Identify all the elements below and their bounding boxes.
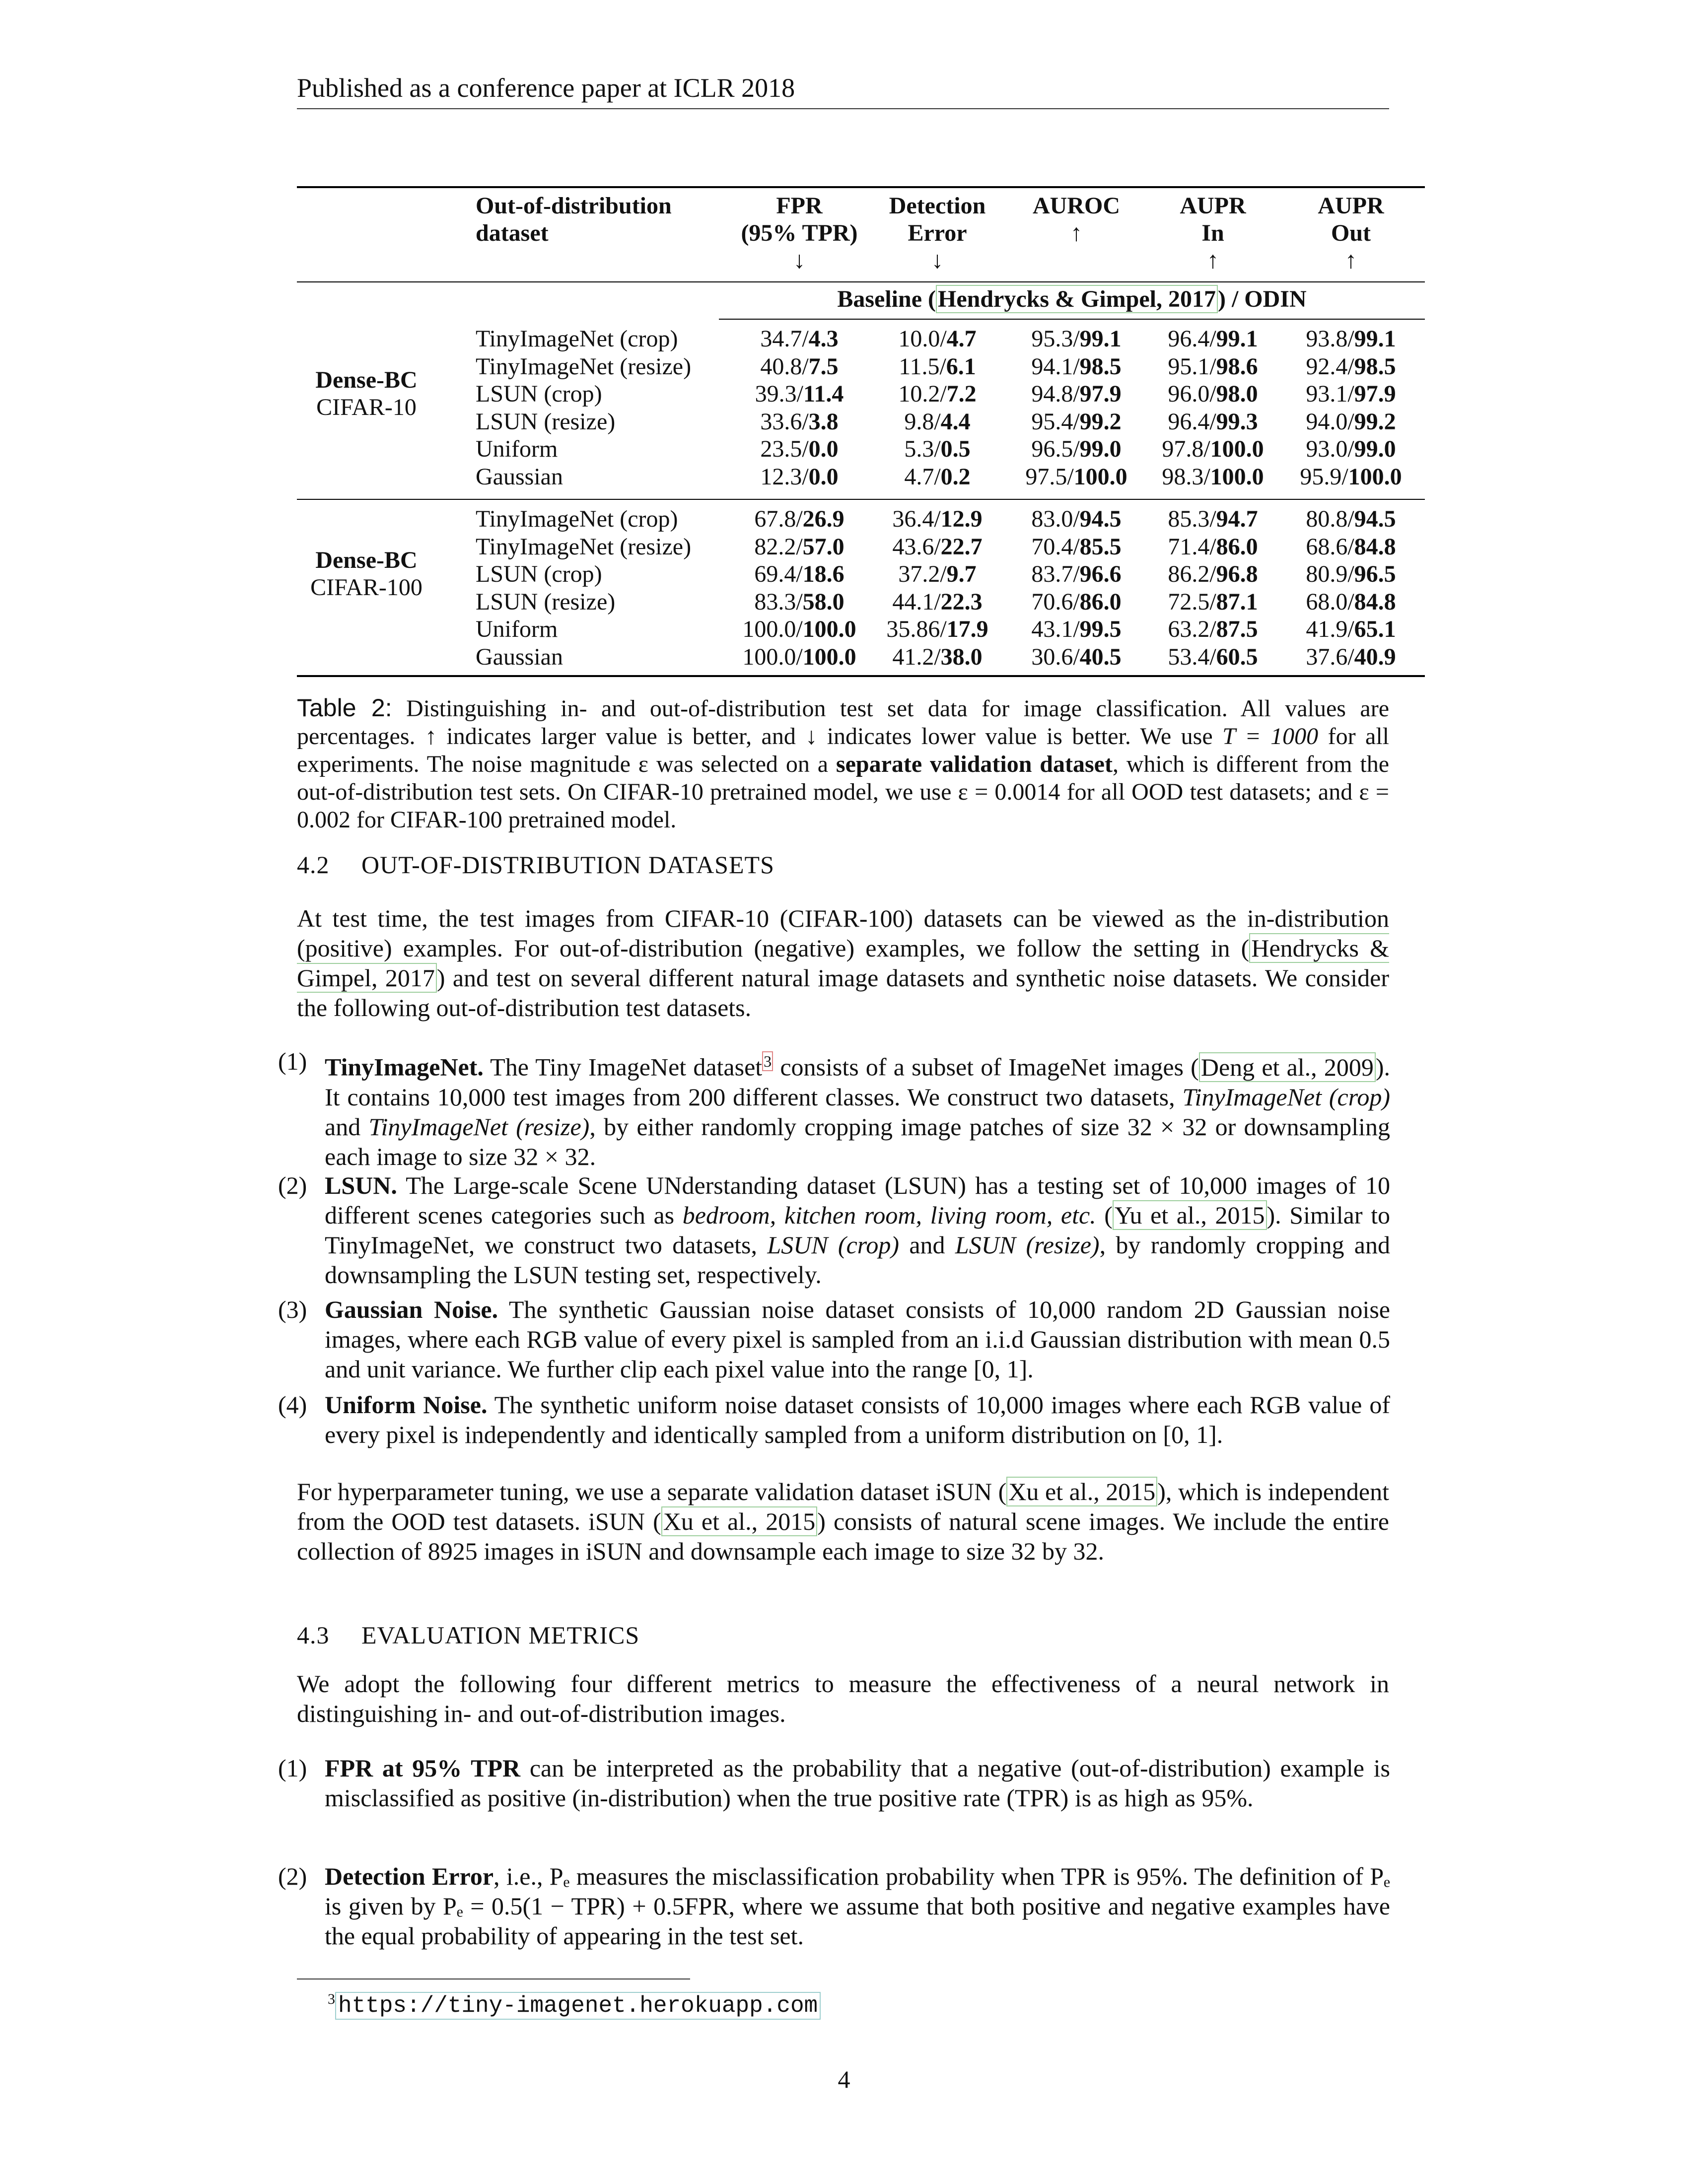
table-cell: 96.4/99.1	[1168, 326, 1258, 352]
table-cell: 97.8/100.0	[1162, 436, 1264, 462]
table-cell: 36.4/12.9	[892, 506, 983, 532]
table-cell: 83.7/96.6	[1031, 561, 1122, 587]
table-row-dataset: LSUN (crop)	[476, 561, 602, 587]
table-cell: 33.6/3.8	[760, 408, 839, 435]
table-cell: 83.3/58.0	[754, 588, 844, 615]
table-cell: 72.5/87.1	[1168, 588, 1258, 615]
table-cell: 10.2/7.2	[898, 381, 977, 407]
table-cell: 69.4/18.6	[754, 561, 844, 587]
table-cell: 100.0/100.0	[742, 643, 856, 670]
table-cell: 34.7/4.3	[760, 326, 839, 352]
citation-link[interactable]: Hendrycks & Gimpel, 2017	[297, 934, 1389, 992]
table-cell: 94.0/99.2	[1306, 408, 1396, 435]
table-cell: 93.1/97.9	[1306, 381, 1396, 407]
paragraph-ood-intro: At test time, the test images from CIFAR-10 (CIFAR-100) datasets can be viewed as the in-distribution (positive) examples. For out-of-distribution (negative) examples, we follow the setting in (Hendrycks & Gimpel, 2017) and test on several different natural image datasets and synthetic noise datasets. We consider the following out-of-distribution test datasets.	[297, 904, 1389, 1022]
table-cell: 11.5/6.1	[899, 353, 976, 380]
table-row-dataset: TinyImageNet (crop)	[476, 506, 678, 532]
table-cell: 80.8/94.5	[1306, 506, 1396, 532]
running-header: Published as a conference paper at ICLR 2018	[297, 70, 1389, 109]
table-cell: 43.6/22.7	[892, 533, 983, 560]
table-cell: 39.3/11.4	[755, 381, 844, 407]
model-label: Dense-BC CIFAR-10	[315, 367, 418, 421]
citation-link[interactable]: Deng et al., 2009	[1199, 1052, 1376, 1082]
column-header: AUROC ↑	[1033, 193, 1120, 246]
table-cell: 95.3/99.1	[1031, 326, 1122, 352]
table-cell: 92.4/98.5	[1306, 353, 1396, 380]
caption-label: Table 2:	[297, 694, 392, 722]
table-cell: 41.2/38.0	[892, 643, 983, 670]
table-cell: 23.5/0.0	[760, 436, 839, 462]
table-cell: 44.1/22.3	[892, 588, 983, 615]
table-row-dataset: TinyImageNet (crop)	[476, 326, 678, 352]
table-cell: 41.9/65.1	[1306, 616, 1396, 642]
table-cell: 30.6/40.5	[1031, 643, 1122, 670]
column-header: Detection Error ↓	[889, 193, 986, 273]
table-cell: 53.4/60.5	[1168, 643, 1258, 670]
paragraph-hyperparameter: For hyperparameter tuning, we use a separate validation dataset iSUN (Xu et al., 2015), which is independent from the OOD test datasets. iSUN (Xu et al., 2015) consists of natural scene images. We include the entire collection of 8925 images in iSUN and downsample each image to size 32 by 32.	[297, 1478, 1389, 1565]
list-item-lsun: (2) LSUN. The Large-scale Scene UNderstanding dataset (LSUN) has a testing set of 10,000 images of 10 different scenes categories such as bedroom, kitchen room, living room, etc. (Yu et al., 2015). Similar to TinyImageNet, we construct two datasets, LSUN (crop) and LSUN (resize), by randomly cropping and downsampling the LSUN testing set, respectively.	[278, 1171, 1390, 1289]
table-cell: 43.1/99.5	[1031, 616, 1122, 642]
table-cell: 82.2/57.0	[754, 533, 844, 560]
table-cell: 83.0/94.5	[1031, 506, 1122, 532]
footnote: $^3$ https://tiny-imagenet.herokuapp.com	[328, 1984, 821, 2021]
section-heading-4-3: 4.3 EVALUATION METRICS	[297, 1621, 640, 1649]
table-cell: 9.8/4.4	[904, 408, 971, 435]
table-cell: 95.1/98.6	[1168, 353, 1258, 380]
table-bottom-rule	[297, 675, 1425, 677]
table-row-dataset: TinyImageNet (resize)	[476, 353, 692, 380]
list-item-uniform-noise: (4) Uniform Noise. The synthetic uniform noise dataset consists of 10,000 images where each RGB value of every pixel is independently and identically sampled from a uniform distribution on [0, 1].	[278, 1391, 1391, 1448]
table-row-dataset: LSUN (resize)	[476, 588, 616, 615]
table-cell: 63.2/87.5	[1168, 616, 1258, 642]
column-header: FPR (95% TPR) ↓	[741, 193, 858, 273]
table-row-dataset: Uniform	[476, 436, 558, 462]
section-heading-4-2: 4.2 OUT-OF-DISTRIBUTION DATASETS	[297, 851, 774, 879]
citation-link[interactable]: Hendrycks & Gimpel, 2017	[936, 285, 1218, 313]
table-cell: 85.3/94.7	[1168, 506, 1258, 532]
table-cell: 10.0/4.7	[898, 326, 977, 352]
column-header: AUPR Out ↑	[1318, 193, 1384, 273]
column-header: Out-of-distribution dataset	[476, 193, 672, 246]
list-item-tinyimagenet: (1) TinyImageNet. The Tiny ImageNet dataset$^3$ consists of a subset of ImageNet images (Deng et al., 2009). It contains 10,000 test images from 200 different classes. We construct two datasets, TinyImageNet (crop) and TinyImageNet (resize), by either randomly cropping image patches of size 32 × 32 or downsampling each image to size 32 × 32.	[278, 1047, 1391, 1170]
table-cell: 12.3/0.0	[760, 463, 839, 490]
table-cell: 67.8/26.9	[754, 506, 844, 532]
table-cell: 68.0/84.8	[1306, 588, 1396, 615]
table-cell: 97.5/100.0	[1025, 463, 1127, 490]
table-top-rule	[297, 186, 1425, 188]
citation-link[interactable]: Xu et al., 2015	[1006, 1477, 1157, 1506]
table-cell: 68.6/84.8	[1306, 533, 1396, 560]
table-cell: 94.1/98.5	[1031, 353, 1122, 380]
column-header: AUPR In ↑	[1180, 193, 1246, 273]
table-cell: 5.3/0.5	[904, 436, 971, 462]
table-cell: 37.2/9.7	[898, 561, 977, 587]
table-cell: 40.8/7.5	[760, 353, 839, 380]
table-cell: 96.4/99.3	[1168, 408, 1258, 435]
footnote-link[interactable]: 3	[762, 1051, 773, 1071]
model-label: Dense-BC CIFAR-100	[310, 547, 422, 601]
header-bottom-rule	[297, 281, 1425, 282]
table-cell: 86.2/96.8	[1168, 561, 1258, 587]
table-row-dataset: LSUN (resize)	[476, 408, 616, 435]
table-cell: 70.6/86.0	[1031, 588, 1122, 615]
subheader-rule	[719, 319, 1425, 320]
table-subheader: Baseline (Hendrycks & Gimpel, 2017) / ODIN	[837, 286, 1307, 312]
page-number: 4	[838, 2065, 850, 2093]
paragraph-metrics-intro: We adopt the following four different metrics to measure the effectiveness of a neural network in distinguishing in- and out-of-distribution images.	[297, 1670, 1389, 1727]
list-item-gaussian-noise: (3) Gaussian Noise. The synthetic Gaussian noise dataset consists of 10,000 random 2D Gaussian noise images, where each RGB value of every pixel is sampled from an i.i.d Gaussian distribution with mean 0.5 and unit variance. We further clip each pixel value into the range [0, 1].	[278, 1296, 1390, 1383]
table-cell: 80.9/96.5	[1306, 561, 1396, 587]
table-cell: 70.4/85.5	[1031, 533, 1122, 560]
table-cell: 98.3/100.0	[1162, 463, 1264, 490]
table-cell: 94.8/97.9	[1031, 381, 1122, 407]
table-cell: 71.4/86.0	[1168, 533, 1258, 560]
list-item-fpr: (1) FPR at 95% TPR can be interpreted as the probability that a negative (out-of-distribution) example is misclassified as positive (in-distribution) when the true positive rate (TPR) is as high as 95%.	[278, 1754, 1390, 1812]
table-cell: 96.5/99.0	[1031, 436, 1122, 462]
footnote-url-link[interactable]: https://tiny-imagenet.herokuapp.com	[335, 1992, 821, 2020]
table-row-dataset: TinyImageNet (resize)	[476, 533, 692, 560]
table-cell: 35.86/17.9	[886, 616, 988, 642]
table-cell: 93.8/99.1	[1306, 326, 1396, 352]
citation-link[interactable]: Yu et al., 2015	[1113, 1200, 1267, 1230]
table-cell: 37.6/40.9	[1306, 643, 1396, 670]
table-cell: 95.9/100.0	[1300, 463, 1402, 490]
citation-link[interactable]: Xu et al., 2015	[661, 1506, 817, 1536]
table-cell: 4.7/0.2	[904, 463, 971, 490]
table-row-dataset: Uniform	[476, 616, 558, 642]
table-row-dataset: Gaussian	[476, 643, 563, 670]
table-cell: 100.0/100.0	[742, 616, 856, 642]
table-cell: 96.0/98.0	[1168, 381, 1258, 407]
table-row-dataset: Gaussian	[476, 463, 563, 490]
table-cell: 93.0/99.0	[1306, 436, 1396, 462]
table-caption: Table 2: Distinguishing in- and out-of-distribution test set data for image classification. All values are percentages. ↑ indicates larger value is better, and ↓ indicates lower value is better. We use T = 1000 for all experiments. The noise magnitude ε was selected on a separate validation dataset, which is different from the out-of-distribution test sets. On CIFAR-10 pretrained model, we use ε = 0.0014 for all OOD test datasets; and ε = 0.002 for CIFAR-100 pretrained model.	[297, 694, 1390, 833]
table-cell: 95.4/99.2	[1031, 408, 1122, 435]
group-divider-rule	[297, 499, 1425, 500]
table-row-dataset: LSUN (crop)	[476, 381, 602, 407]
list-item-detection-error: (2) Detection Error, i.e., Pₑ measures the misclassification probability when TPR is 95%. The definition of Pₑ is given by Pₑ = 0.5(1 − TPR) + 0.5FPR, where we assume that both positive and negative examples have the equal probability of appearing in the test set.	[278, 1862, 1390, 1950]
